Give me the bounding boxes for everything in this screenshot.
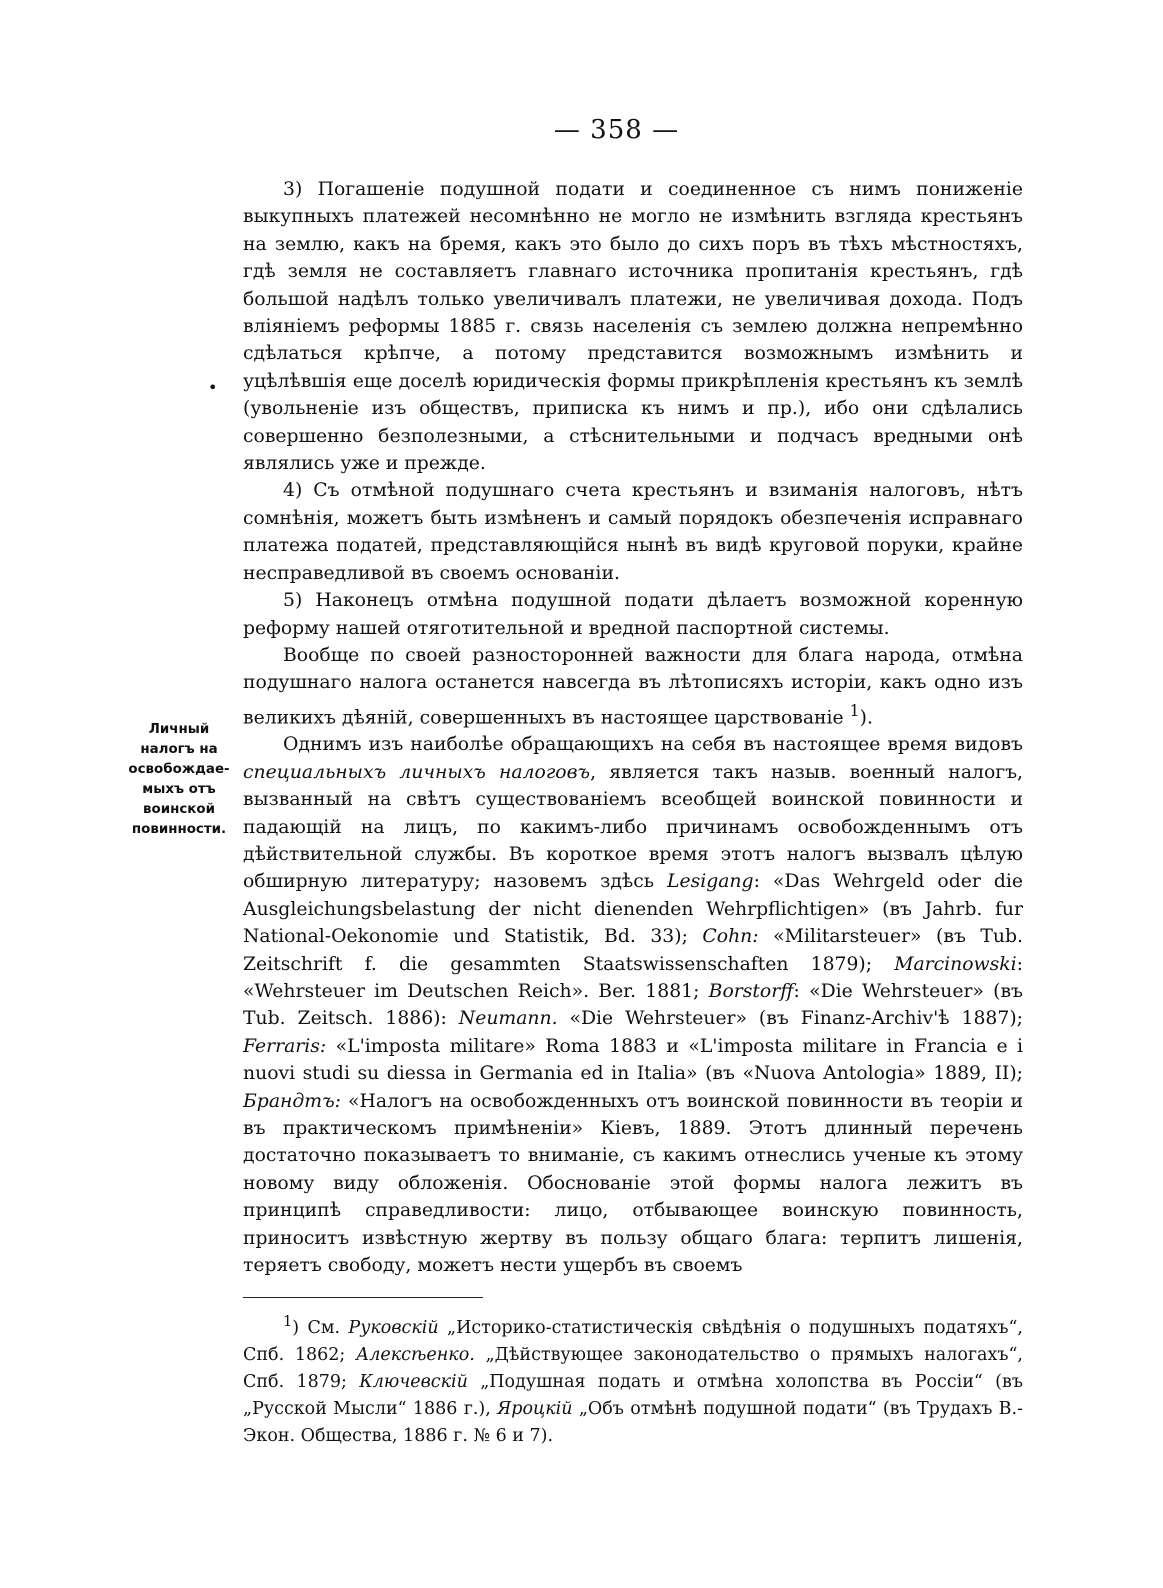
- author-name: Яроцкій: [497, 1398, 573, 1419]
- paragraph-5: 5) Наконецъ отмѣна подушной подати дѣлаетъ возможной коренную реформу нашей отяготительной и вредной паспортной системы.: [243, 590, 1023, 639]
- author-name: Marcinowski: [894, 953, 1017, 975]
- author-name: Lesigang: [666, 871, 754, 893]
- footnote-divider: [243, 1297, 483, 1298]
- conclusion-text: Вообще по своей разносторонней важности для блага народа, отмѣна подушнаго налога останется навсегда въ лѣтописяхъ исторіи, какъ одно изъ великихъ дѣяній, совершенныхъ въ настоящее царствованіе: [243, 644, 1023, 728]
- author-name: Руковскій: [348, 1317, 439, 1338]
- text-run: , является такъ назыв. военный налогъ, вызванный на свѣтъ существованіемъ всеобщей воинской повинности и падающій на лицъ, по какимъ-либо причинамъ освобожденнымъ отъ дѣйствительной службы. Въ короткое время этотъ налогъ вызвалъ цѣлую обширную литературу; назовемъ здѣсь: [243, 761, 1024, 893]
- margin-note-line: Личный: [148, 722, 210, 737]
- paragraph-4: 4) Съ отмѣной подушнаго счета крестьянъ и взиманія налоговъ, нѣтъ сомнѣнія, можетъ быть измѣненъ и самый порядокъ обезпеченія исправнаго платежа податей, представляющійся нынѣ въ видѣ круговой поруки, крайне несправедливой въ своемъ основаніи.: [243, 480, 1023, 584]
- text-run: «Die Wehrsteuer» (въ Finanz-Archiv'ѣ 1887);: [569, 1008, 1023, 1030]
- margin-note-line: налогъ на: [140, 742, 218, 757]
- text-run: ) См.: [292, 1317, 341, 1338]
- text-run: „Подушная подать и отмѣна холопства въ Россіи“ (въ „Русской Мысли“ 1886 г.),: [243, 1371, 1023, 1419]
- text-run: „Объ отмѣнѣ подушной подати“ (въ Трудахъ В.-Экон. Общества, 1886 г. № 6 и 7).: [243, 1398, 1023, 1446]
- main-text: [243, 176, 1023, 1280]
- text-run: : «Wehrsteuer im Deutschen Reich». Ber. 1881;: [243, 953, 1023, 1003]
- author-name: Алексѣенко.: [355, 1344, 475, 1365]
- paragraph-3: 3) Погашеніе подушной подати и соединенное съ нимъ пониженіе выкупныхъ платежей несомнѣнно не могло не измѣнить взгляда крестьянъ на землю, какъ на бремя, какъ это было до сихъ поръ въ тѣхъ мѣстностяхъ, гдѣ земля не составляетъ главнаго источника пропитанія крестьянъ, гдѣ большой надѣлъ только увеличивалъ платежи, не увеличивая дохода. Подъ вліяніемъ реформы 1885 г. связь населенія съ землею должна непремѣнно сдѣлаться крѣпче, а потому представится возможнымъ измѣнить и уцѣлѣвшія еще доселѣ юридическія формы прикрѣпленія крестьянъ къ землѣ (увольненіе изъ обществъ, приписка къ нимъ и пр.), ибо они сдѣлались совершенно безполезными, а стѣснительными и подчасъ вредными онѣ являлись уже и прежде.: [243, 179, 1023, 475]
- footnote-reference: 1: [849, 700, 860, 720]
- author-name: Ferraris:: [243, 1035, 327, 1057]
- margin-note-line: повинности.: [131, 822, 227, 837]
- author-name: Cohn:: [702, 926, 759, 948]
- margin-note-line: освобождае-: [128, 762, 230, 777]
- italic-term: специальныхъ личныхъ налоговъ: [243, 761, 591, 783]
- text-run: «Налогъ на освобожденныхъ отъ воинской повинности въ теоріи и въ практическомъ примѣненіи» Кіевъ, 1889. Этотъ длинный перечень достаточно показываетъ то вниманіе, съ какимъ отнеслись ученые къ этому новому виду обложенія. Обоснованіе этой формы налога лежитъ въ принципѣ справедливости: лицо, отбывающее воинскую повинность, приноситъ извѣстную жертву въ пользу общаго блага: терпитъ лишенія, теряетъ свободу, можетъ нести ущербъ въ своемъ: [243, 1090, 1023, 1277]
- text-run: „Дѣйствующее законодательство о прямыхъ налогахъ“, Спб. 1879;: [243, 1344, 1023, 1392]
- footnote: [243, 1308, 1023, 1450]
- margin-note-line: мыхъ отъ: [142, 782, 216, 797]
- margin-note-line: воинской: [143, 802, 215, 817]
- text-run: : «Das Wehrgeld oder die Ausgleichungsbelastung der nicht dienenden Wehrpflichtigen» (въ Jahrb. fur National-Oekonomie und Statistik, Bd. 33);: [243, 871, 1023, 948]
- author-name: Borstorff: [708, 981, 794, 1003]
- text-run: „Историко-статистическія свѣдѣнія о подушныхъ податяхъ“, Спб. 1862;: [243, 1317, 1023, 1365]
- text-run: «Militarsteuer» (въ Tub. Zeitschrift f. die gesammten Staatswissenschaften 1879);: [243, 926, 1023, 975]
- text-run: : «Die Wehrsteuer» (въ Tub. Zeitsch. 1886):: [243, 981, 1023, 1030]
- footnote-marker: 1: [283, 1313, 293, 1330]
- author-name: Ключевскій: [359, 1371, 468, 1392]
- margin-dot: •: [208, 378, 218, 397]
- page-number: — 358 —: [553, 115, 680, 145]
- author-name: Neumann.: [458, 1008, 558, 1030]
- text-run: Однимъ изъ наиболѣе обращающихъ на себя въ настоящее время видовъ: [283, 734, 1023, 756]
- margin-note: [120, 720, 238, 840]
- conclusion-end: ).: [859, 706, 873, 728]
- text-run: «L'imposta militare» Roma 1883 и «L'imposta militare in Francia e i nuovi studi su diessa in Germania ed in Italia» (въ «Nuova Antologia» 1889, II);: [243, 1035, 1023, 1085]
- paragraph-conclusion: [243, 642, 1023, 731]
- author-name: Брандтъ:: [243, 1090, 341, 1112]
- paragraph-military-tax: [243, 731, 1023, 1279]
